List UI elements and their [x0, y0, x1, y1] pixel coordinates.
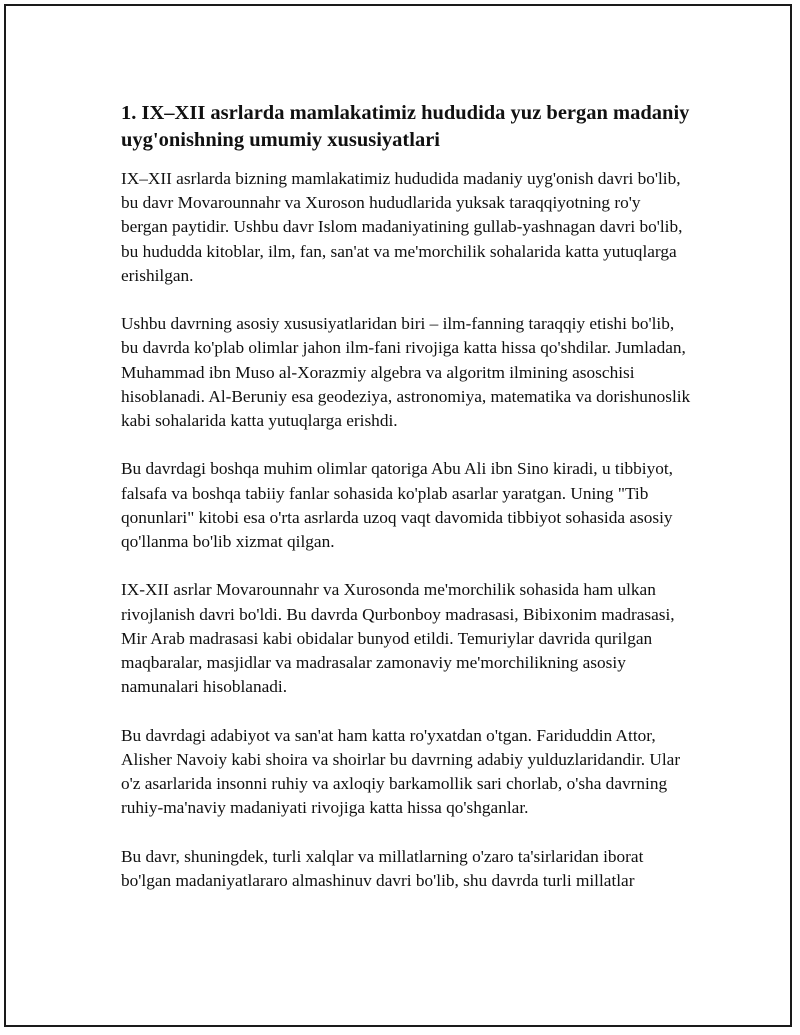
paragraph-3: Bu davrdagi boshqa muhim olimlar qatoriga Abu Ali ibn Sino kiradi, u tibbiyot, falsafa va boshqa tabiiy fanlar sohasida ko'plab asarlar yaratgan. Uning "Tib qonunlari" kitobi esa o'rta asrlarda uzoq vaqt davomida tibbiyot sohasida asosiy qo'llanma bo'lib xizmat qilgan.: [121, 459, 673, 552]
paragraph-6: Bu davr, shuningdek, turli xalqlar va millatlarning o'zaro ta'sirlaridan iborat bo'lgan madaniyatlararo almashinuv davri bo'lib, shu davrda turli millatlar: [121, 846, 644, 890]
section-heading: 1. IX–XII asrlarda mamlakatimiz hududida yuz bergan madaniy uyg'onishning umumiy xususiyatlari: [121, 102, 690, 151]
paragraph-5: Bu davrdagi adabiyot va san'at ham katta ro'yxatdan o'tgan. Fariduddin Attor, Alisher Navoiy kabi shoira va shoirlar bu davrning adabiy yulduzlaridandir. Ular o'z asarlarida insonni ruhiy va axloqiy barkamollik sari chorlab, o'sha davrning ruhiy-ma'naviy madaniyati rivojiga katta hissa qo'shganlar.: [121, 725, 681, 818]
paragraph-4: IX-XII asrlar Movarounnahr va Xurosonda me'morchilik sohasida ham ulkan rivojlanish davri bo'ldi. Bu davrda Qurbonboy madrasasi, Bibixonim madrasasi, Mir Arab madrasasi kabi obidalar bunyod etildi. Temuriylar davrida qurilgan maqbaralar, masjidlar va madrasalar zamonaviy me'morchilikning asosiy namunalari hisoblanadi.: [121, 580, 675, 697]
document-body: [121, 100, 691, 917]
paragraph-1: IX–XII asrlarda bizning mamlakatimiz hududida madaniy uyg'onish davri bo'lib, bu davr Movarounnahr va Xuroson hududlarida yuksak taraqqiyotning ro'y bergan paytidir. Ushbu davr Islom madaniyatining gullab-yashnagan davri bo'lib, bu hududda kitoblar, ilm, fan, san'at va me'morchilik sohalarida katta yutuqlarga erishilgan.: [121, 169, 683, 285]
paragraph-2: Ushbu davrning asosiy xususiyatlaridan biri – ilm-fanning taraqqiy etishi bo'lib, bu davrda ko'plab olimlar jahon ilm-fani rivojiga katta hissa qo'shdilar. Jumladan, Muhammad ibn Muso al-Xorazmiy algebra va algoritm ilmining asoschisi hisoblanadi. Al-Beruniy esa geodeziya, astronomiya, matematika va dorishunoslik kabi sohalarida katta yutuqlarga erishdi.: [121, 314, 691, 431]
page-frame: [4, 4, 792, 1027]
